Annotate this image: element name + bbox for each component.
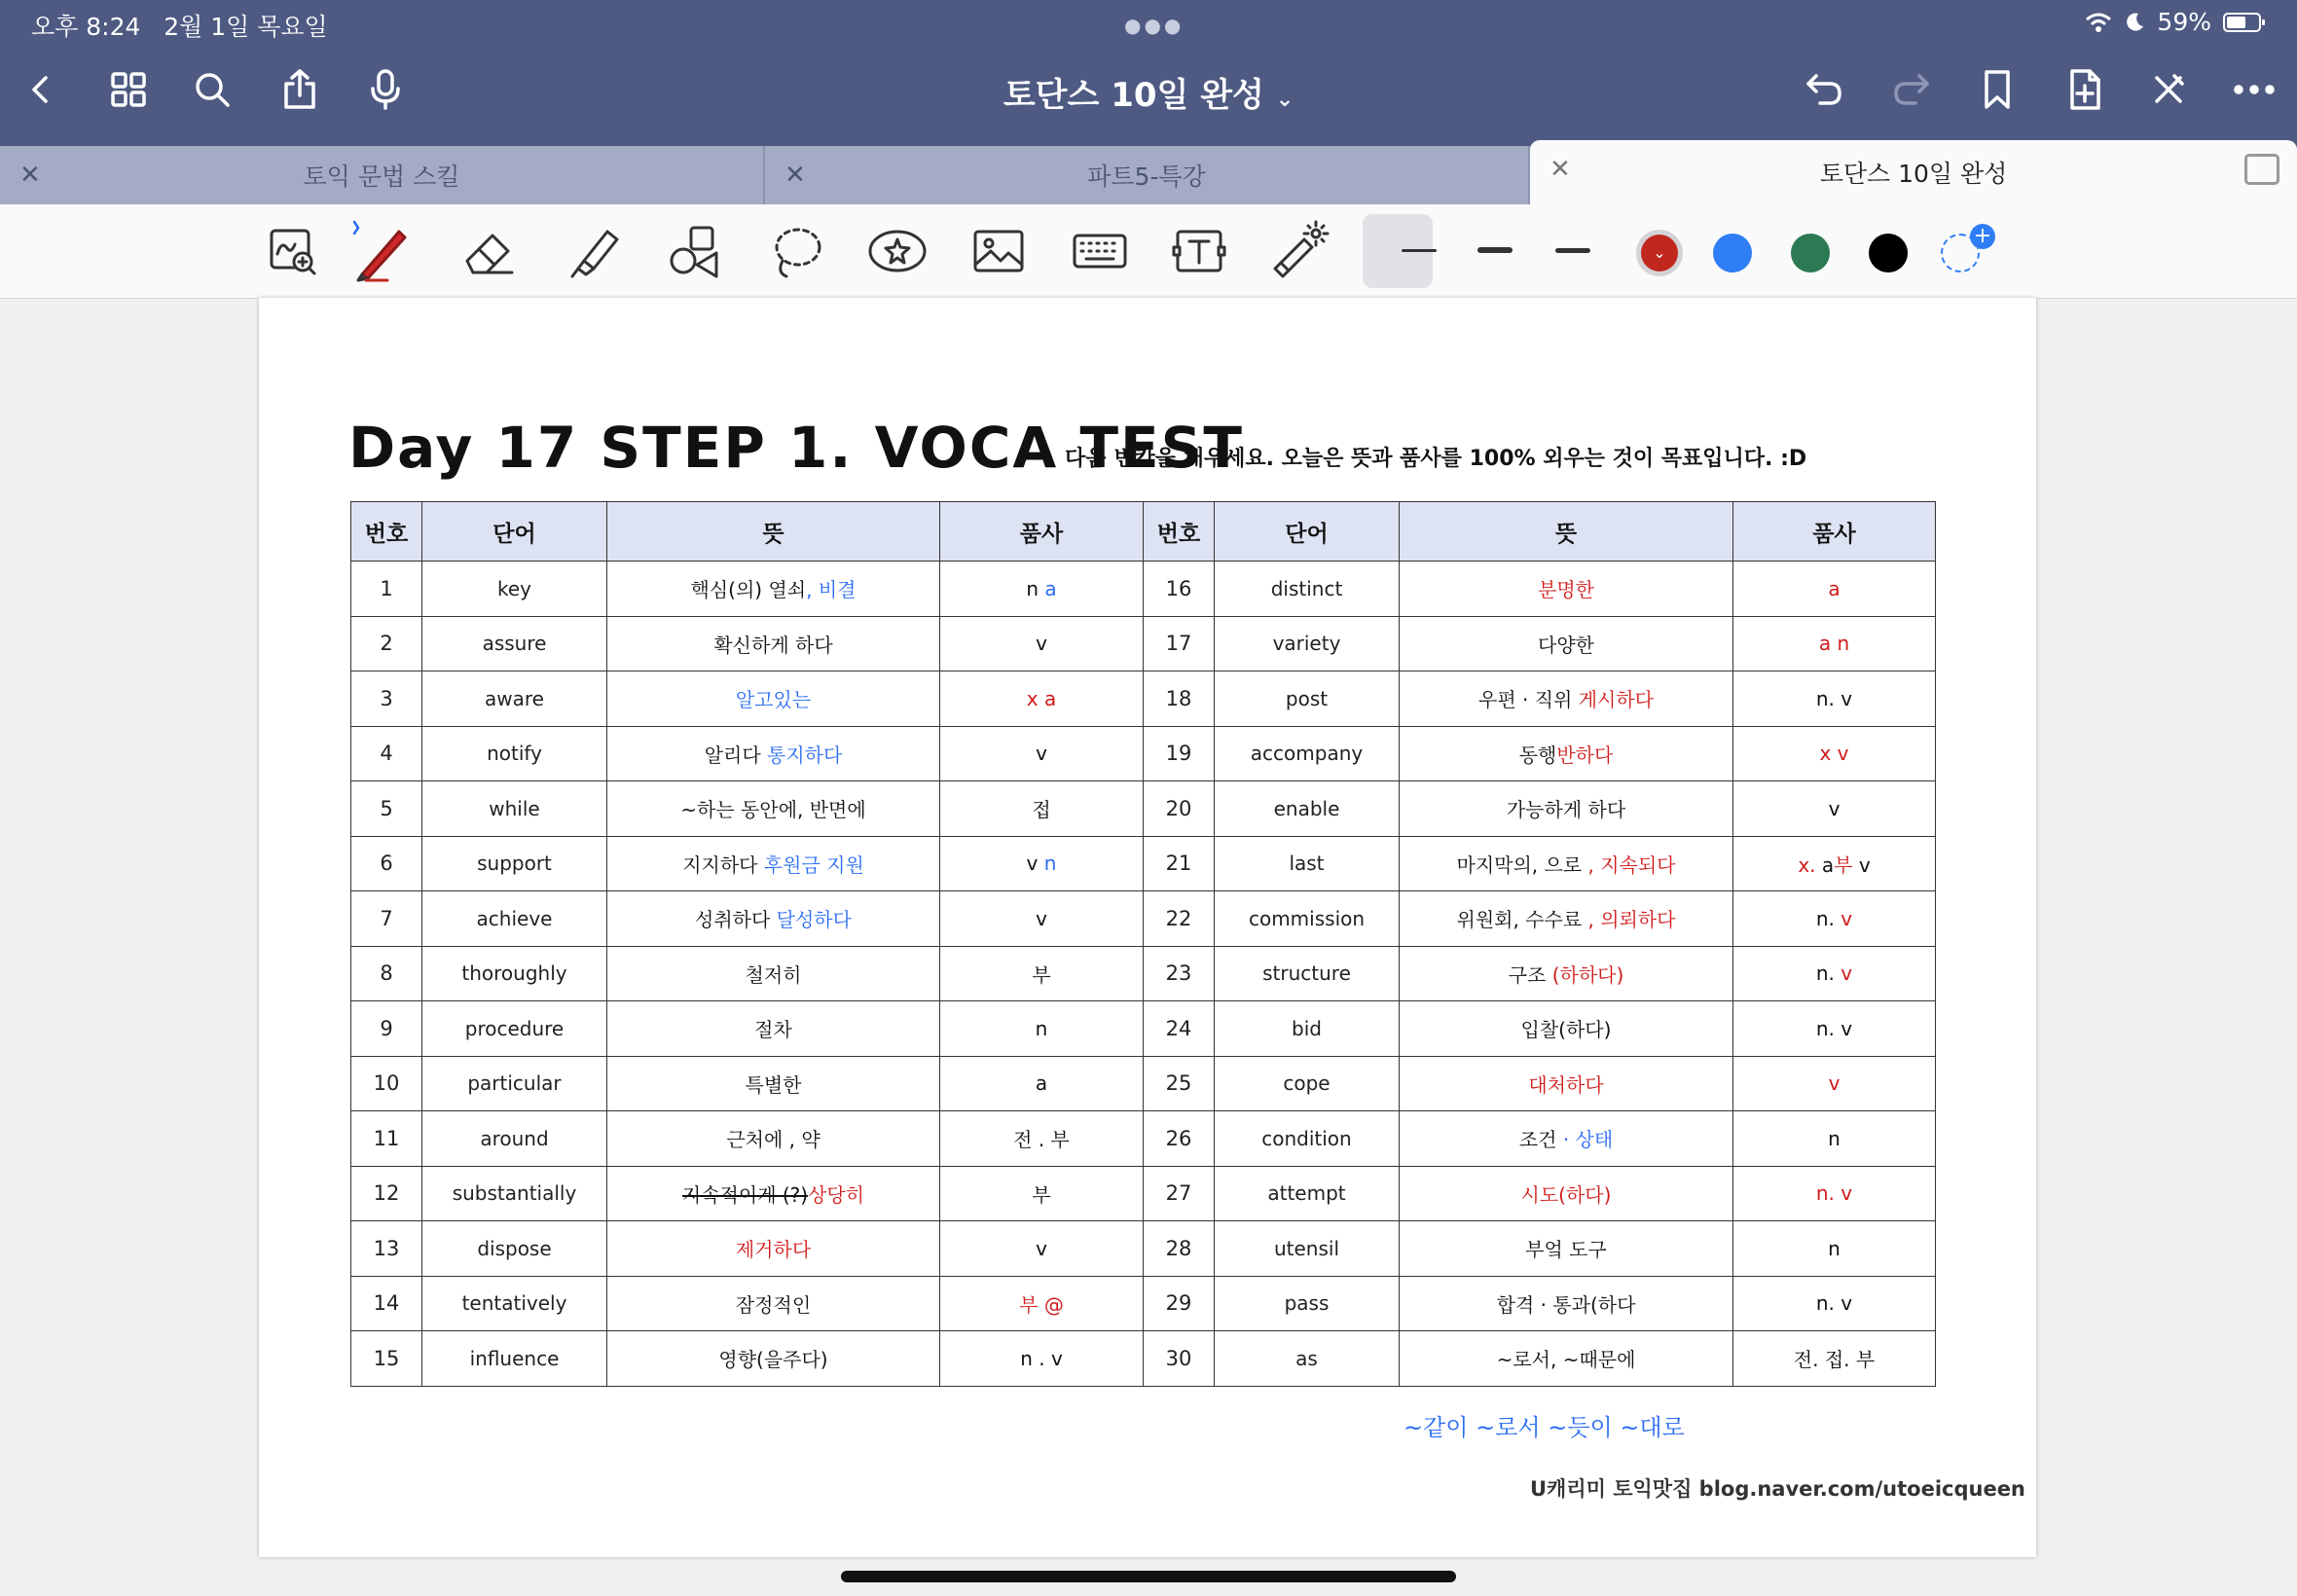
tab-toeic-grammar[interactable] bbox=[0, 146, 763, 204]
part-of-speech-cell bbox=[940, 726, 1144, 781]
row-number: 13 bbox=[351, 1221, 422, 1277]
vocab-word: around bbox=[422, 1111, 607, 1167]
lasso-icon[interactable] bbox=[765, 220, 827, 282]
moon-icon bbox=[2124, 12, 2145, 33]
annotation-toolbar bbox=[0, 204, 2297, 299]
table-row bbox=[351, 946, 1936, 1001]
part-of-speech-cell bbox=[940, 1221, 1144, 1277]
sticker-icon[interactable] bbox=[866, 220, 929, 282]
meaning-cell bbox=[1400, 1056, 1733, 1111]
meaning-cell bbox=[607, 781, 940, 837]
shapes-icon[interactable] bbox=[666, 220, 728, 282]
handwritten-text: 확신하게 하다 bbox=[713, 633, 833, 657]
part-of-speech-cell bbox=[940, 1001, 1144, 1057]
row-number: 24 bbox=[1144, 1001, 1215, 1057]
table-row bbox=[351, 671, 1936, 727]
part-of-speech-cell bbox=[1733, 836, 1936, 891]
handwritten-footnote: ~같이 ~로서 ~듯이 ~대로 bbox=[1404, 1414, 1685, 1441]
handwritten-text: 특별한 bbox=[745, 1072, 802, 1097]
home-indicator[interactable] bbox=[841, 1571, 1456, 1582]
handwritten-text: n. v bbox=[1815, 1291, 1853, 1316]
handwritten-text: v bbox=[1036, 906, 1047, 930]
handwritten-text: v bbox=[1841, 906, 1853, 930]
handwritten-text: , 의뢰하다 bbox=[1587, 908, 1676, 932]
handwritten-text: 접 bbox=[1032, 798, 1051, 822]
column-header: 번호 bbox=[351, 502, 422, 562]
part-of-speech-cell bbox=[940, 562, 1144, 617]
vocab-word: notify bbox=[422, 726, 607, 781]
table-row bbox=[351, 1221, 1936, 1277]
handwritten-text: v bbox=[1036, 632, 1047, 656]
handwritten-text: 시도(하다) bbox=[1520, 1182, 1612, 1207]
part-of-speech-cell bbox=[1733, 781, 1936, 837]
notebook-page[interactable] bbox=[259, 298, 2036, 1557]
part-of-speech-cell bbox=[1733, 1001, 1936, 1057]
part-of-speech-cell bbox=[1733, 946, 1936, 1001]
vocab-word: accompany bbox=[1215, 726, 1400, 781]
color-swatch-blue[interactable] bbox=[1713, 234, 1752, 272]
meaning-cell bbox=[607, 1111, 940, 1167]
document-title[interactable]: 토단스 10일 완성 ⌄ bbox=[1003, 76, 1294, 115]
status-time: 오후 8:24 bbox=[31, 13, 141, 41]
vocab-word: substantially bbox=[422, 1166, 607, 1221]
close-icon[interactable]: ✕ bbox=[1550, 155, 1571, 184]
stroke-thin-option[interactable] bbox=[1402, 249, 1437, 252]
chevron-down-icon[interactable]: ⌄ bbox=[1275, 88, 1294, 112]
meaning-cell bbox=[1400, 616, 1733, 671]
vocab-word: dispose bbox=[422, 1221, 607, 1277]
meaning-cell bbox=[607, 891, 940, 947]
handwritten-text: a n bbox=[1818, 632, 1850, 656]
handwritten-text: 게시하다 bbox=[1578, 688, 1654, 712]
handwritten-text: ~로서, ~때문에 bbox=[1496, 1348, 1636, 1372]
vocab-word: enable bbox=[1215, 781, 1400, 837]
table-row bbox=[351, 836, 1936, 891]
part-of-speech-cell bbox=[940, 946, 1144, 1001]
meaning-cell bbox=[607, 671, 940, 727]
part-of-speech-cell bbox=[1733, 562, 1936, 617]
zoom-lasso-icon[interactable] bbox=[261, 220, 323, 282]
multitasking-dots-icon[interactable]: ●●● bbox=[1124, 14, 1185, 37]
handwritten-text: 지지하다 bbox=[682, 852, 764, 877]
status-bar-right bbox=[2085, 8, 2266, 36]
handwritten-text: 철저히 bbox=[745, 962, 802, 987]
page-credit: U캐리미 토익맛집 blog.naver.com/utoeicqueen bbox=[1530, 1477, 2025, 1501]
handwritten-text: v bbox=[1828, 1071, 1841, 1096]
table-row bbox=[351, 1056, 1936, 1111]
vocab-word: procedure bbox=[422, 1001, 607, 1057]
meaning-cell bbox=[1400, 781, 1733, 837]
vocab-word: last bbox=[1215, 836, 1400, 891]
status-date: 2월 1일 목요일 bbox=[164, 13, 328, 41]
meaning-cell bbox=[1400, 946, 1733, 1001]
handwritten-text: n bbox=[1828, 1126, 1841, 1150]
handwritten-text: 우편 · 직위 bbox=[1478, 688, 1579, 712]
column-header: 단어 bbox=[1215, 502, 1400, 562]
meaning-cell bbox=[607, 1001, 940, 1057]
part-of-speech-cell bbox=[940, 671, 1144, 727]
row-number: 16 bbox=[1144, 562, 1215, 617]
vocab-word: tentatively bbox=[422, 1276, 607, 1331]
top-bar bbox=[0, 0, 2297, 146]
table-row bbox=[351, 1001, 1936, 1057]
handwritten-text: 조건 bbox=[1518, 1128, 1563, 1152]
text-box-icon[interactable] bbox=[1168, 220, 1230, 282]
handwritten-text: 성취하다 bbox=[695, 908, 777, 932]
handwritten-text: a bbox=[1035, 1071, 1048, 1096]
row-number: 7 bbox=[351, 891, 422, 947]
part-of-speech-cell bbox=[940, 781, 1144, 837]
part-of-speech-cell bbox=[940, 1056, 1144, 1111]
row-number: 20 bbox=[1144, 781, 1215, 837]
meaning-cell bbox=[607, 616, 940, 671]
handwritten-text: n bbox=[1035, 1016, 1048, 1040]
wifi-icon bbox=[2085, 12, 2112, 33]
vocab-word: pass bbox=[1215, 1276, 1400, 1331]
row-number: 22 bbox=[1144, 891, 1215, 947]
handwritten-text: n. v bbox=[1815, 1016, 1853, 1040]
handwritten-text: (하하다) bbox=[1551, 962, 1624, 987]
handwritten-text: a bbox=[1039, 576, 1057, 600]
handwritten-text: v bbox=[1858, 852, 1871, 877]
handwritten-text: n bbox=[1026, 576, 1039, 600]
part-of-speech-cell bbox=[940, 836, 1144, 891]
highlighter-icon[interactable] bbox=[563, 220, 625, 282]
handwritten-text: 핵심(의) 열쇠 bbox=[690, 578, 807, 602]
undo-icon[interactable] bbox=[1797, 62, 1851, 117]
handwritten-text: n. bbox=[1815, 906, 1841, 930]
part-of-speech-cell bbox=[1733, 1166, 1936, 1221]
handwritten-text: 부 bbox=[1032, 1182, 1051, 1207]
table-row bbox=[351, 1111, 1936, 1167]
handwritten-text: 근처에 , 약 bbox=[726, 1128, 820, 1152]
handwritten-text: 달성하다 bbox=[776, 908, 852, 932]
handwritten-text: x v bbox=[1819, 742, 1849, 766]
meaning-cell bbox=[1400, 836, 1733, 891]
meaning-cell bbox=[1400, 1331, 1733, 1387]
meaning-cell bbox=[1400, 562, 1733, 617]
handwritten-text: 위원회, 수수료 bbox=[1456, 908, 1588, 932]
part-of-speech-cell bbox=[940, 1331, 1144, 1387]
row-number: 1 bbox=[351, 562, 422, 617]
meaning-cell bbox=[607, 1166, 940, 1221]
more-icon[interactable] bbox=[2227, 62, 2281, 117]
close-icon[interactable]: ✕ bbox=[19, 161, 41, 190]
part-of-speech-cell bbox=[1733, 1331, 1936, 1387]
part-of-speech-cell bbox=[940, 616, 1144, 671]
row-number: 8 bbox=[351, 946, 422, 1001]
handwritten-text: v bbox=[1828, 796, 1841, 820]
part-of-speech-cell bbox=[1733, 671, 1936, 727]
page-heading: Day 17 STEP 1. VOCA TEST bbox=[348, 415, 1244, 481]
part-of-speech-cell bbox=[1733, 891, 1936, 947]
battery-percent: 59% bbox=[2157, 8, 2211, 36]
table-row bbox=[351, 562, 1936, 617]
meaning-cell bbox=[607, 1056, 940, 1111]
handwritten-text: n. v bbox=[1815, 686, 1853, 710]
row-number: 17 bbox=[1144, 616, 1215, 671]
meaning-cell bbox=[1400, 1001, 1733, 1057]
table-row bbox=[351, 726, 1936, 781]
meaning-cell bbox=[1400, 671, 1733, 727]
document-tabs bbox=[0, 146, 2297, 204]
handwritten-text: 알리다 bbox=[704, 743, 768, 767]
table-row bbox=[351, 1331, 1936, 1387]
handwritten-text: 후원금 지원 bbox=[763, 852, 864, 877]
stroke-thick-option[interactable] bbox=[1555, 248, 1590, 253]
vocab-word: key bbox=[422, 562, 607, 617]
row-number: 28 bbox=[1144, 1221, 1215, 1277]
part-of-speech-cell bbox=[940, 1276, 1144, 1331]
handwritten-text: 마지막의, 으로 bbox=[1456, 852, 1588, 877]
handwritten-text: 부엌 도구 bbox=[1525, 1238, 1607, 1262]
row-number: 5 bbox=[351, 781, 422, 837]
column-header: 뜻 bbox=[607, 502, 940, 562]
plus-icon[interactable]: + bbox=[1970, 224, 1995, 249]
handwritten-text: 부 bbox=[1834, 852, 1859, 877]
column-header: 뜻 bbox=[1400, 502, 1733, 562]
eraser-icon[interactable] bbox=[457, 220, 520, 282]
vocab-word: while bbox=[422, 781, 607, 837]
meaning-cell bbox=[607, 836, 940, 891]
vocab-word: variety bbox=[1215, 616, 1400, 671]
handwritten-text: 통지하다 bbox=[767, 743, 843, 767]
row-number: 2 bbox=[351, 616, 422, 671]
handwritten-text: n. v bbox=[1815, 1181, 1853, 1206]
meaning-cell bbox=[607, 562, 940, 617]
table-row bbox=[351, 891, 1936, 947]
close-icon[interactable]: ✕ bbox=[784, 161, 806, 190]
row-number: 3 bbox=[351, 671, 422, 727]
color-swatch-green[interactable] bbox=[1791, 234, 1830, 272]
row-number: 29 bbox=[1144, 1276, 1215, 1331]
meaning-cell bbox=[1400, 726, 1733, 781]
tab-label: 토익 문법 스킬 bbox=[303, 163, 460, 191]
part-of-speech-cell bbox=[1733, 1276, 1936, 1331]
meaning-cell bbox=[607, 1221, 940, 1277]
battery-icon bbox=[2223, 12, 2266, 33]
vocab-word: achieve bbox=[422, 891, 607, 947]
part-of-speech-cell bbox=[940, 1166, 1144, 1221]
row-number: 11 bbox=[351, 1111, 422, 1167]
handwritten-text: 절차 bbox=[754, 1018, 792, 1042]
handwritten-text: n bbox=[1043, 852, 1057, 876]
handwritten-text: 다양한 bbox=[1538, 633, 1594, 657]
close-tools-icon[interactable] bbox=[2141, 62, 2196, 117]
handwritten-text: 가능하게 하다 bbox=[1506, 798, 1626, 822]
handwritten-text: 알고있는 bbox=[735, 688, 812, 712]
page-instructions: 다음 빈칸을 채우세요. 오늘은 뜻과 품사를 100% 외우는 것이 목표입니다. :D bbox=[1065, 447, 1807, 471]
handwritten-text: 전 . 부 bbox=[1013, 1128, 1070, 1152]
meaning-cell bbox=[607, 1276, 940, 1331]
handwritten-text: a bbox=[1828, 576, 1841, 600]
part-of-speech-cell bbox=[940, 1111, 1144, 1167]
handwritten-text: 영향(을주다) bbox=[718, 1348, 828, 1372]
vocab-word: particular bbox=[422, 1056, 607, 1111]
handwritten-text: n bbox=[1828, 1236, 1841, 1260]
status-bar-left bbox=[31, 8, 328, 43]
row-number: 21 bbox=[1144, 836, 1215, 891]
handwritten-text: v bbox=[1026, 852, 1044, 876]
vocab-word: distinct bbox=[1215, 562, 1400, 617]
vocab-word: support bbox=[422, 836, 607, 891]
part-of-speech-cell bbox=[1733, 1056, 1936, 1111]
handwritten-text: , 비결 bbox=[806, 578, 857, 602]
handwritten-text: 분명한 bbox=[1538, 578, 1594, 602]
split-view-icon[interactable] bbox=[2244, 154, 2279, 185]
vocab-table bbox=[350, 501, 1936, 1387]
vocab-word: thoroughly bbox=[422, 946, 607, 1001]
handwritten-text: x a bbox=[1026, 686, 1057, 710]
handwritten-text: 지속적이게 (?) bbox=[681, 1182, 809, 1207]
handwritten-text: v bbox=[1036, 742, 1047, 766]
part-of-speech-cell bbox=[1733, 726, 1936, 781]
laser-pointer-icon[interactable] bbox=[1267, 220, 1330, 282]
handwritten-text: n . v bbox=[1020, 1346, 1063, 1370]
bookmark-icon[interactable] bbox=[1970, 62, 2024, 117]
handwritten-text: x. bbox=[1798, 852, 1822, 877]
handwritten-text: 제거하다 bbox=[735, 1238, 812, 1262]
meaning-cell bbox=[1400, 1111, 1733, 1167]
vocab-word: influence bbox=[422, 1331, 607, 1387]
column-header: 단어 bbox=[422, 502, 607, 562]
tab-label: 토단스 10일 완성 bbox=[1819, 160, 2008, 188]
vocab-word: condition bbox=[1215, 1111, 1400, 1167]
handwritten-text: 동행 bbox=[1518, 743, 1557, 767]
row-number: 6 bbox=[351, 836, 422, 891]
row-number: 27 bbox=[1144, 1166, 1215, 1221]
meaning-cell bbox=[1400, 1276, 1733, 1331]
vocab-word: aware bbox=[422, 671, 607, 727]
redo-icon[interactable] bbox=[1884, 62, 1939, 117]
vocab-word: cope bbox=[1215, 1056, 1400, 1111]
table-row bbox=[351, 781, 1936, 837]
part-of-speech-cell bbox=[1733, 616, 1936, 671]
image-icon[interactable] bbox=[967, 220, 1030, 282]
handwritten-text: 구조 bbox=[1508, 962, 1552, 987]
table-row bbox=[351, 616, 1936, 671]
row-number: 12 bbox=[351, 1166, 422, 1221]
vocab-word: structure bbox=[1215, 946, 1400, 1001]
handwritten-text: 부 @ bbox=[1019, 1292, 1064, 1317]
vocab-word: bid bbox=[1215, 1001, 1400, 1057]
handwritten-text: 입찰(하다) bbox=[1520, 1018, 1612, 1042]
vocab-word: utensil bbox=[1215, 1221, 1400, 1277]
handwritten-text: 잠정적인 bbox=[735, 1292, 812, 1317]
row-number: 30 bbox=[1144, 1331, 1215, 1387]
table-row bbox=[351, 1166, 1936, 1221]
handwritten-text: , 지속되다 bbox=[1587, 852, 1676, 877]
row-number: 4 bbox=[351, 726, 422, 781]
handwritten-text: 합격 · 통과(하다 bbox=[1496, 1292, 1636, 1317]
handwritten-text: v bbox=[1036, 1236, 1047, 1260]
meaning-cell bbox=[607, 1331, 940, 1387]
meaning-cell bbox=[1400, 1166, 1733, 1221]
handwritten-text: a bbox=[1821, 852, 1835, 877]
handwritten-text: · 상태 bbox=[1562, 1128, 1614, 1152]
tab-todans[interactable] bbox=[1530, 140, 2297, 204]
keyboard-icon[interactable] bbox=[1069, 220, 1131, 282]
part-of-speech-cell bbox=[940, 891, 1144, 947]
vocab-word: commission bbox=[1215, 891, 1400, 947]
stroke-medium-option[interactable] bbox=[1477, 247, 1513, 253]
column-header: 번호 bbox=[1144, 502, 1215, 562]
handwritten-text: v bbox=[1841, 961, 1853, 986]
vocab-word: assure bbox=[422, 616, 607, 671]
handwritten-text: ~하는 동안에, 반면에 bbox=[680, 798, 866, 822]
add-page-icon[interactable] bbox=[2058, 62, 2112, 117]
pen-icon[interactable] bbox=[348, 220, 411, 282]
vocab-word: attempt bbox=[1215, 1166, 1400, 1221]
meaning-cell bbox=[1400, 1221, 1733, 1277]
row-number: 23 bbox=[1144, 946, 1215, 1001]
row-number: 26 bbox=[1144, 1111, 1215, 1167]
vocab-word: as bbox=[1215, 1331, 1400, 1387]
handwritten-text: 반하다 bbox=[1556, 743, 1614, 767]
part-of-speech-cell bbox=[1733, 1111, 1936, 1167]
meaning-cell bbox=[1400, 891, 1733, 947]
meaning-cell bbox=[607, 726, 940, 781]
part-of-speech-cell bbox=[1733, 1221, 1936, 1277]
table-row bbox=[351, 1276, 1936, 1331]
handwritten-text: 대처하다 bbox=[1528, 1072, 1604, 1097]
row-number: 14 bbox=[351, 1276, 422, 1331]
table-header-row bbox=[351, 502, 1936, 562]
column-header: 품사 bbox=[940, 502, 1144, 562]
row-number: 15 bbox=[351, 1331, 422, 1387]
row-number: 25 bbox=[1144, 1056, 1215, 1111]
handwritten-text: 부 bbox=[1032, 962, 1051, 987]
color-swatch-red[interactable]: ⌄ bbox=[1641, 235, 1678, 272]
row-number: 18 bbox=[1144, 671, 1215, 727]
tab-part5[interactable] bbox=[765, 146, 1528, 204]
tab-label: 파트5-특강 bbox=[1087, 163, 1206, 191]
color-swatch-black[interactable] bbox=[1869, 234, 1908, 272]
handwritten-text: 상당히 bbox=[808, 1182, 865, 1207]
row-number: 9 bbox=[351, 1001, 422, 1057]
vocab-word: post bbox=[1215, 671, 1400, 727]
row-number: 10 bbox=[351, 1056, 422, 1111]
column-header: 품사 bbox=[1733, 502, 1936, 562]
handwritten-text: n. bbox=[1815, 961, 1841, 986]
row-number: 19 bbox=[1144, 726, 1215, 781]
handwritten-text: 전. 접. 부 bbox=[1793, 1348, 1876, 1372]
meaning-cell bbox=[607, 946, 940, 1001]
